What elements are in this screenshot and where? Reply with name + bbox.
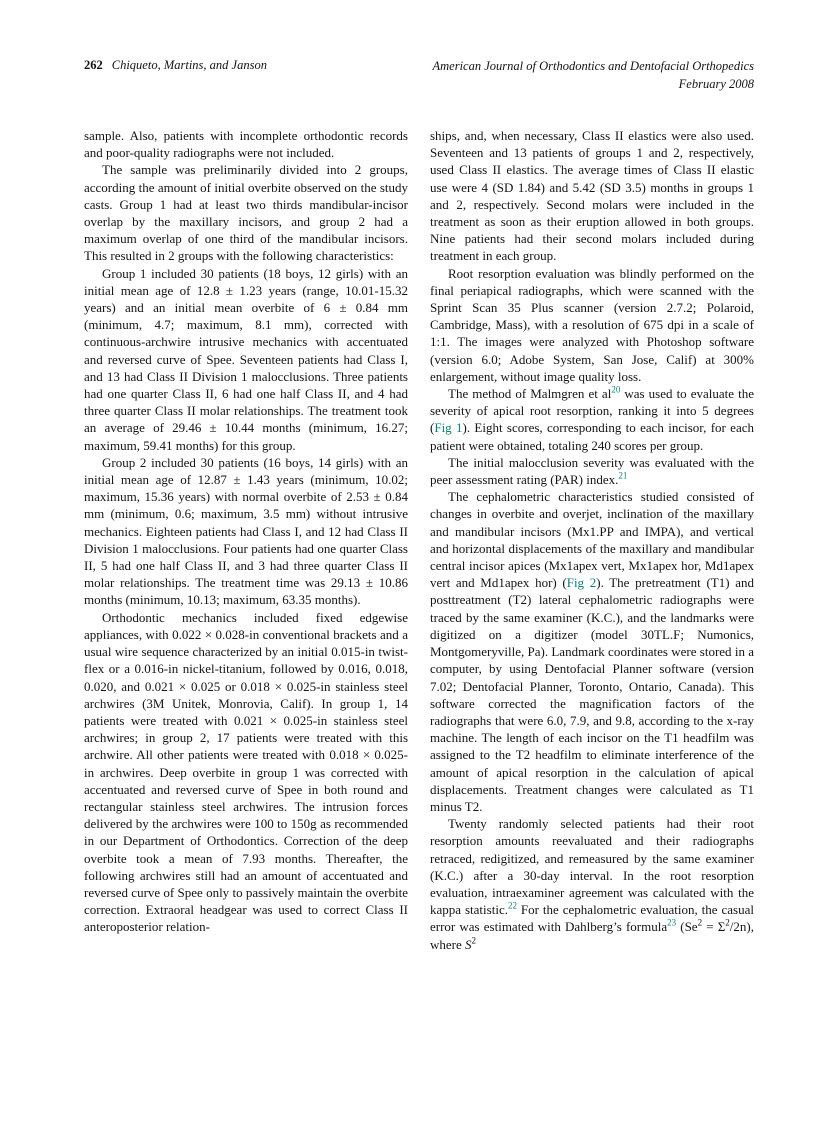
article-body [84,127,754,953]
right-column [430,127,754,953]
superscript-text: 2 [697,918,703,929]
body-text: (Se [676,919,698,935]
paragraph [84,454,408,609]
paragraph [430,454,754,488]
superscript-text: 2 [725,918,730,929]
figure-link[interactable]: Fig 1 [434,420,463,436]
body-text: = Σ [702,919,726,935]
page-header [84,58,754,93]
paragraph [430,265,754,385]
citation-link[interactable]: 22 [507,900,517,911]
paragraph [84,161,408,264]
page-number: 262 [84,58,103,72]
body-text: The cephalometric characteristics studied consisted of changes in overbite and overjet, inclination of the maxillary and mandibular incisors (Mx1.PP and IMPA), and vertical and horizontal displacements of the maxillary and mandibular central incisor apices (Mx1apex vert, Mx1apex hor, Md1apex vert and Md1apex hor) ( [430,489,754,591]
running-head-right [433,58,755,93]
paragraph [430,488,754,815]
body-text: sample. Also, patients with incomplete orthodontic records and poor-quality radiographs were not included. [84,128,408,161]
body-text: ). The pretreatment (T1) and posttreatment (T2) lateral cephalometric radiographs were traced by the same examiner (K.C.), and the landmarks were digitized on a digitizer (model 30TL.F; Numonics, Montgomeryville, Pa). Landmark coordinates were stored in a computer, by using Dentofacial Planner software (version 7.02; Dentofacial Planner, Toronto, Ontario, Canada). This software corrected the magnification factors of the radiographs that were 6.0, 7.9, and 9.8, according to the x-ray machine. The length of each incisor on the T1 headfilm was assigned to the T2 headfilm to eliminate interference of the amount of apical resorption in the calculation of apical displacements. Treatment changes were calculated as T1 minus T2. [430,575,754,814]
body-text: Group 2 included 30 patients (16 boys, 14 girls) with an initial mean age of 12.87 ± 1.43 years (minimum, 10.02; maximum, 15.36 years) with normal overbite of 2.53 ± 0.84 mm (minimum, 0.6; maximum, 3.5 mm) without intrusive mechanics. Eighteen patients had Class I, and 12 had Class II Division 1 malocclusions. Four patients had one quarter Class II, 5 had one half Class II, and 3 had three quarter Class II molar relationships. The treatment time was 29.13 ± 10.86 months (minimum, 10.13; maximum, 63.35 months). [84,454,408,608]
figure-link[interactable]: Fig 2 [566,575,597,591]
paragraph [84,127,408,161]
body-text: Twenty randomly selected patients had their root resorption amounts reevaluated and their radiographs retraced, redigitized, and remeasured by the same examiner (K.C.) after a 30-day interval. In the root resorption evaluation, intraexaminer agreement was calculated with the kappa statistic. [430,816,754,918]
left-column [84,127,408,953]
citation-link[interactable]: 21 [618,470,628,481]
paragraph [84,265,408,454]
journal-title: American Journal of Orthodontics and Dentofacial Orthopedics [432,59,754,73]
running-authors: Chiqueto, Martins, and Janson [111,58,267,72]
body-text: ships, and, when necessary, Class II elastics were also used. Seventeen and 13 patients of groups 1 and 2, respectively, used Class II elastics. The average times of Class II elastic use were 4 (SD 1.84) and 5.42 (SD 3.5) months in groups 1 and 2, respectively. Second molars were included in the treatment as soon as their eruption allowed in both groups. Nine patients had their second molars included during treatment in each group. [430,128,754,264]
paragraph [430,127,754,265]
body-text: The initial malocclusion severity was evaluated with the peer assessment rating (PAR) index. [430,454,754,488]
body-text: Group 1 included 30 patients (18 boys, 12 girls) with an initial mean age of 12.8 ± 1.23 years (range, 10.01-15.32 years) and an initial mean overbite of 6 ± 0.84 mm (minimum, 4.7; maximum, 8.1 mm), corrected with continuous-archwire intrusive mechanics with accentuated and reversed curve of Spee. Seventeen patients had Class I, and 13 had Class II Division 1 malocclusions. Three patients had one quarter Class II, 6 had one half Class II, and 4 had three quarter Class II molar relationships. The treatment took an average of 29.46 ± 10.44 months (minimum, 16.27; maximum, 59.41 months) for this group. [84,265,408,453]
superscript-text: 2 [471,935,477,946]
body-text: S [465,936,472,952]
body-text: was used to evaluate the severity of apical root resorption, ranking it into 5 degrees ( [430,386,755,436]
body-text: The sample was preliminarily divided into 2 groups, according the amount of initial overbite observed on the study casts. Group 1 had at least two thirds mandibular-incisor overlap by the maxillary incisors, and group 2 had a maximum overlap of one third of the mandibular incisors. This resulted in 2 groups with the following characteristics: [84,162,408,264]
body-text: /2n), where [430,919,754,952]
running-head-left [84,58,267,73]
issue-date: February 2008 [678,76,754,91]
body-text: The method of Malmgren et al [448,386,612,402]
body-text: Root resorption evaluation was blindly performed on the final periapical radiographs, which were scanned with the Sprint Scan 35 Plus scanner (version 2.7.2; Polaroid, Cambridge, Mass), with a resolution of 675 dpi in a scale of 1:1. The images were analyzed with Photoshop software (version 6.0; Adobe System, San Jose, Calif) at 300% enlargement, without image quality loss. [430,265,754,384]
paragraph [84,609,408,936]
citation-link[interactable]: 23 [667,918,677,929]
body-text: Orthodontic mechanics included fixed edgewise appliances, with 0.022 × 0.028-in conventional brackets and a usual wire sequence characterized by an initial 0.015-in twist-flex or a 0.016-in nickel-titanium, followed by 0.016, 0.018, 0.020, and 0.021 × 0.025 or 0.018 × 0.025-in stainless steel archwires (3M Unitek, Monrovia, Calif). In group 1, 14 patients were treated with 0.021 × 0.025-in stainless steel archwires; in group 2, 17 patients were treated with this archwire. All other patients were treated with 0.018 × 0.025-in archwires. Deep overbite in group 1 was corrected with accentuated and reversed curve of Spee in both round and rectangular stainless steel archwires. The intrusion forces delivered by the archwires were 100 to 150g as recommended in our Department of Orthodontics. Correction of the deep overbite took a mean of 7.93 months. Thereafter, the following archwires still had an amount of accentuated and reversed curve of Spee only to passively maintain the overbite correction. Extraoral headgear was used to correct Class II anteroposterior relation- [84,609,408,935]
body-text: For the cephalometric evaluation, the casual error was estimated with Dahlberg’s formula [430,902,754,935]
citation-link[interactable]: 20 [611,384,621,395]
paragraph [430,815,754,953]
paragraph [430,385,754,454]
body-text: ). Eight scores, corresponding to each incisor, for each patient were obtained, totaling 240 scores per group. [430,420,754,453]
